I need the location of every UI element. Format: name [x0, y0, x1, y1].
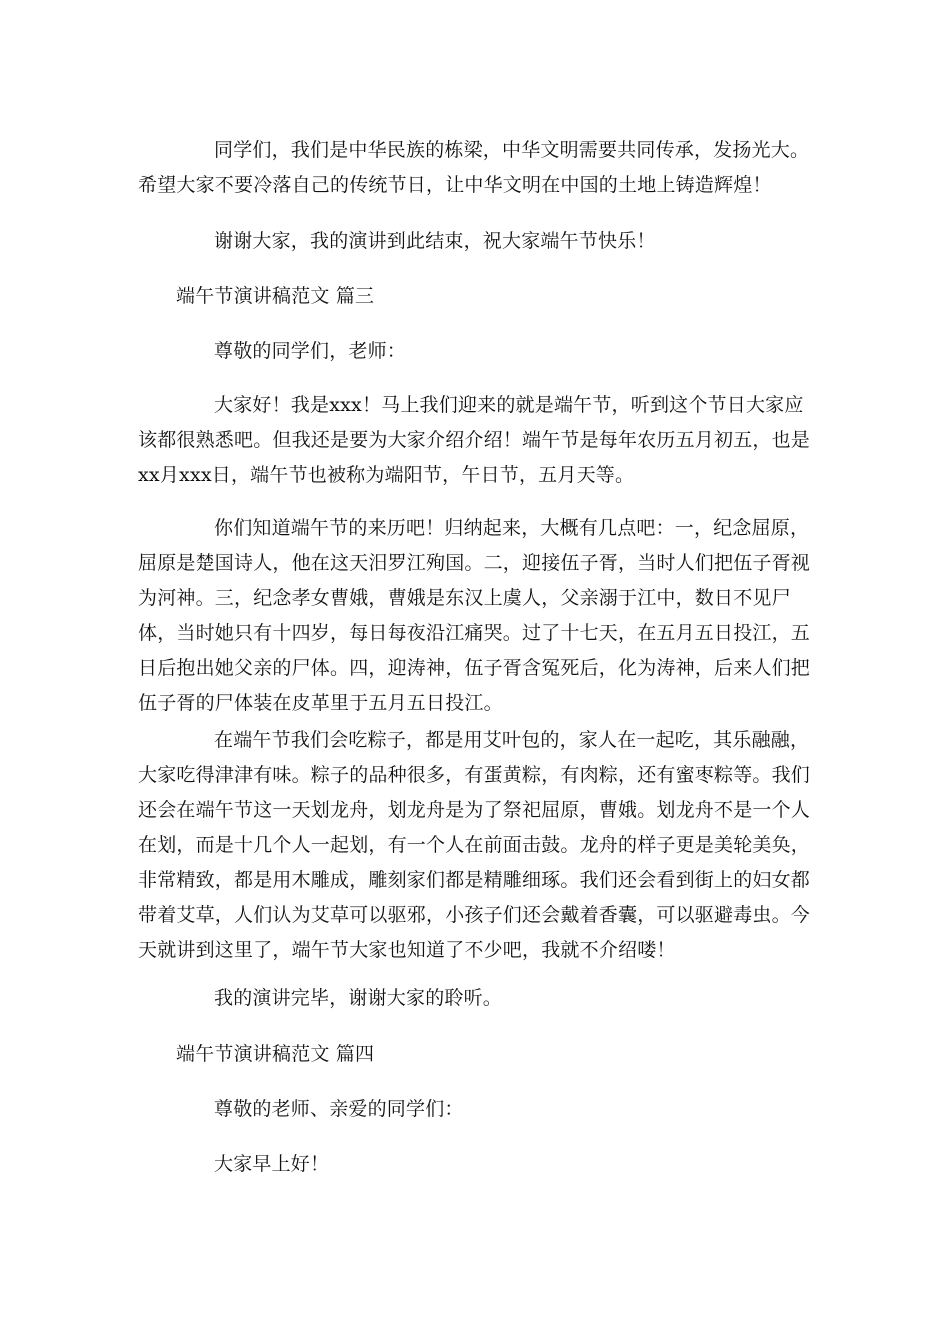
section-heading-part-three: 端午节演讲稿范文 篇三	[176, 285, 375, 307]
paragraph-origins: 你们知道端午节的来历吧！归纳起来，大概有几点吧：一，纪念屈原，屈原是楚国诗人，他在这天汨罗江殉国。二，迎接伍子胥，当时人们把伍子胥视为河神。三，纪念孝女曹娥，曹娥是东汉上虞人，父亲溺于江中，数日不见尸体，当时她只有十四岁，每日每夜沿江痛哭。过了十七天，在五月五日投江，五日后抱出她父亲的尸体。四，迎涛神，伍子胥含冤死后，化为涛神，后来人们把伍子胥的尸体装在皮革里于五月五日投江。	[138, 517, 811, 714]
paragraph-salutation-four: 尊敬的老师、亲爱的同学们：	[214, 1098, 464, 1120]
paragraph-speech-end: 我的演讲完毕，谢谢大家的聆听。	[214, 987, 503, 1009]
paragraph-heritage: 同学们，我们是中华民族的栋梁，中华文明需要共同传承，发扬光大。希望大家不要冷落自己的传统节日，让中华文明在中国的土地上铸造辉煌！	[138, 139, 810, 196]
paragraph-closing-thanks: 谢谢大家，我的演讲到此结束，祝大家端午节快乐！	[214, 230, 656, 252]
paragraph-customs: 在端午节我们会吃粽子，都是用艾叶包的，家人在一起吃，其乐融融，大家吃得津津有味。粽子的品种很多，有蛋黄粽，有肉粽，还有蜜枣粽等。我们还会在端午节这一天划龙舟，划龙舟是为了祭祀屈原，曹娥。划龙舟不是一个人在划，而是十几个人一起划，有一个人在前面击鼓。龙舟的样子更是美轮美奂，非常精致，都是用木雕成，雕刻家们都是精雕细琢。我们还会看到街上的妇女都带着艾草，人们认为艾草可以驱邪，小孩子们还会戴着香囊，可以驱避毒虫。今天就讲到这里了，端午节大家也知道了不少吧，我就不介绍喽！	[138, 729, 811, 961]
paragraph-salutation-three: 尊敬的同学们，老师：	[214, 340, 407, 362]
paragraph-greeting: 大家早上好！	[214, 1153, 330, 1175]
section-heading-part-four: 端午节演讲稿范文 篇四	[176, 1043, 375, 1065]
paragraph-introduction: 大家好！我是xxx！马上我们迎来的就是端午节，听到这个节日大家应该都很熟悉吧。但我还是要为大家介绍介绍！端午节是每年农历五月初五，也是xx月xxx日，端午节也被称为端阳节，午日节，五月天等。	[138, 394, 811, 486]
